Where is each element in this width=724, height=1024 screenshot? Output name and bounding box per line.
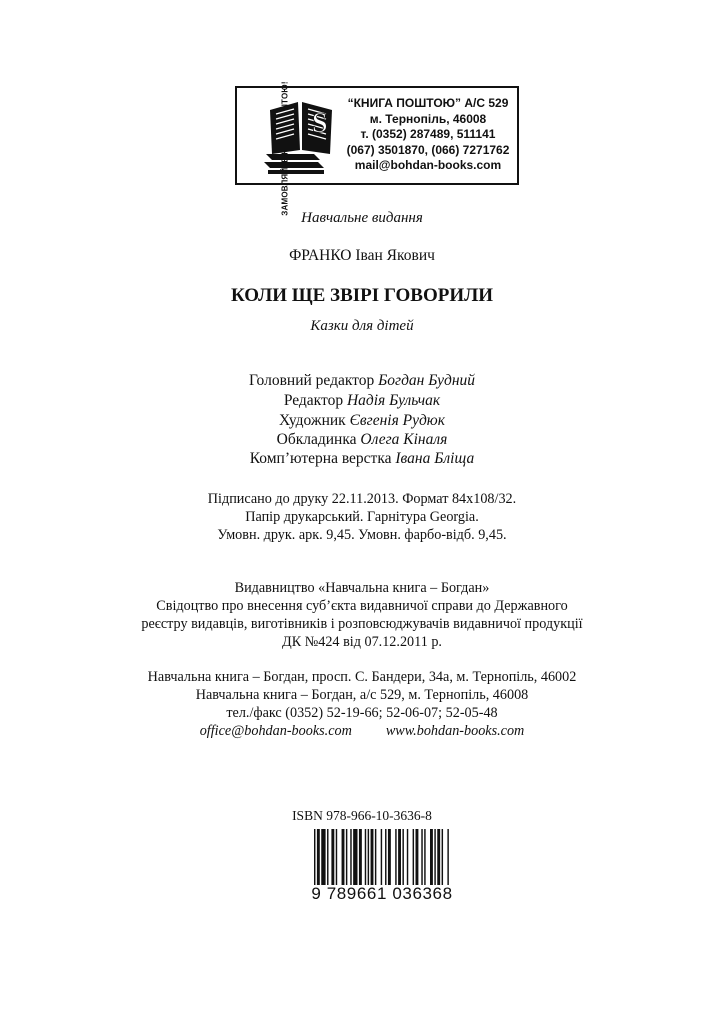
print-detail-sheets: Умовн. друк. арк. 9,45. Умовн. фарбо-відб. 9,45. — [217, 527, 507, 543]
ad-line-email: mail@bohdan-books.com — [354, 158, 502, 173]
barcode-bar — [395, 829, 396, 885]
barcode-bar — [437, 829, 440, 885]
credit-chief-editor: Головний редактор Богдан Будний — [248, 372, 476, 389]
barcode-bar — [402, 829, 403, 885]
publisher-registry: реєстру видавців, виготівників і розповсюджувачів видавничої продукції — [141, 616, 583, 632]
barcode-bar — [430, 829, 433, 885]
barcode-bar — [314, 829, 315, 885]
barcode-bar — [413, 829, 414, 885]
contact-address-2: Навчальна книга – Богдан, а/с 529, м. Тернопіль, 46008 — [195, 687, 529, 703]
svg-text:S: S — [312, 108, 328, 139]
barcode-bar — [434, 829, 435, 885]
contact-website[interactable]: www.bohdan-books.com — [385, 723, 525, 739]
barcode-image — [312, 829, 452, 885]
barcode-digits: 9 789661 036368 — [311, 884, 453, 903]
barcode-bar — [346, 829, 347, 885]
barcode-bar — [385, 829, 386, 885]
ad-line-city: м. Тернопіль, 46008 — [369, 111, 487, 126]
barcode-bar — [342, 829, 345, 885]
credit-cover: Обкладинка Олега Кіналя — [276, 431, 448, 448]
barcode-bar — [447, 829, 448, 885]
book-title: КОЛИ ЩЕ ЗВІРІ ГОВОРИЛИ — [230, 285, 494, 306]
barcode-bar — [398, 829, 401, 885]
barcode-bar — [381, 829, 382, 885]
barcode-bar — [375, 829, 376, 885]
ad-line-phone: т. (0352) 287489, 511141 — [360, 127, 496, 142]
print-detail-signed: Підписано до друку 22.11.2013. Формат 84х108/32. — [207, 491, 517, 507]
barcode-bar — [321, 829, 325, 885]
credit-layout: Комп’ютерна верстка Івана Бліща — [249, 450, 475, 467]
barcode-bar — [353, 829, 357, 885]
isbn: ISBN 978-966-10-3636-8 — [292, 808, 432, 823]
barcode-bar — [331, 829, 334, 885]
barcode-bar — [371, 829, 374, 885]
barcode-bar — [442, 829, 443, 885]
barcode-bar — [336, 829, 337, 885]
barcode-bar — [388, 829, 391, 885]
ad-contact-text — [340, 96, 516, 174]
publisher-certificate: Свідоцтво про внесення суб’єкта видавничої справи до Державного — [156, 598, 568, 614]
barcode-bar — [424, 829, 425, 885]
publisher-license: ДК №424 від 07.12.2011 р. — [282, 634, 442, 650]
credit-artist: Художник Євгенія Рудюк — [279, 412, 445, 429]
open-book-icon — [260, 96, 342, 176]
book-subtitle: Казки для дітей — [310, 318, 414, 334]
barcode-bar — [421, 829, 422, 885]
author-line — [0, 247, 724, 265]
credit-editor: Редактор Надія Бульчак — [283, 392, 441, 409]
barcode-bar — [365, 829, 366, 885]
contact-email[interactable]: office@bohdan-books.com — [199, 723, 352, 739]
barcode-bar — [416, 829, 419, 885]
barcode-bar — [359, 829, 362, 885]
barcode-bar — [317, 829, 320, 885]
contact-address-1: Навчальна книга – Богдан, просп. С. Бандери, 34а, м. Тернопіль, 46002 — [147, 669, 577, 685]
author-given-name: Іван Якович — [355, 247, 435, 264]
ad-line-mobile: (067) 3501870, (066) 7271762 — [346, 142, 510, 157]
barcode-bar — [327, 829, 328, 885]
contact-phone: тел./факс (0352) 52-19-66; 52-06-07; 52-05-48 — [226, 705, 498, 721]
barcode-bar — [407, 829, 408, 885]
edition-type: Навчальне видання — [301, 210, 423, 226]
print-detail-paper: Папір друкарський. Гарнітура Georgia. — [245, 509, 479, 525]
barcode-bar — [368, 829, 369, 885]
barcode-bar — [350, 829, 351, 885]
contact-web-line — [0, 723, 724, 740]
publisher-name: Видавництво «Навчальна книга – Богдан» — [234, 580, 490, 596]
ad-line-title: “КНИГА ПОШТОЮ” А/С 529 — [347, 96, 509, 110]
ad-side-label — [244, 118, 260, 186]
author-surname: ФРАНКО — [289, 247, 352, 264]
